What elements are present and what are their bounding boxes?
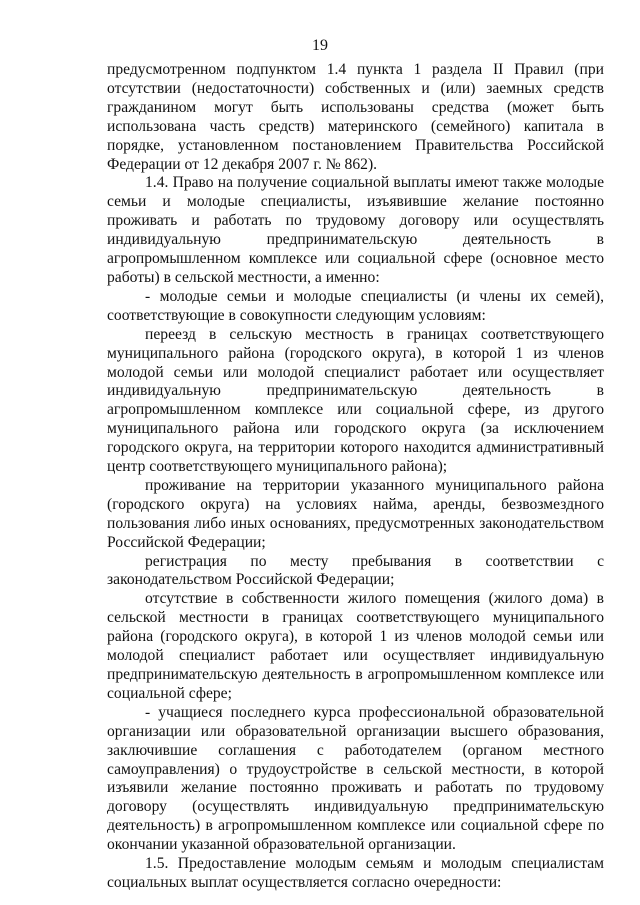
paragraph-condition-relocation: переезд в сельскую местность в границах соответствующего муниципального района (городского округа), в которой 1 из членов молодой семьи или молодой специалист работает или осуществляет индивидуальную предпринимательскую деятельность в агропромышленном комплексе или социальной сфере, из другого муниципального района или городского округа (за исключением городского округа, на территории которого находится административный центр соответствующего муниципального района);: [107, 325, 604, 476]
paragraph-condition-no-property: отсутствие в собственности жилого помещения (жилого дома) в сельской местности в границах соответствующего муниципального района (городского округа), в которой 1 из членов молодой семьи или молодой специалист работает или осуществляет индивидуальную предпринимательскую деятельность в агропромышленном комплексе или социальной сфере;: [107, 590, 604, 702]
paragraph-students-item: - учащиеся последнего курса профессиональной образовательной организации или образовательной организации высшего образования, заключившие соглашения с работодателем (органом местного самоуправления) о трудоустройстве в сельской местности, в которой изъявили желание постоянно проживать и работать по трудовому договору (осуществлять индивидуальную предпринимательскую деятельность) в агропромышленном комплексе или социальной сфере по окончании указанной образовательной организации.: [107, 703, 604, 854]
paragraph-condition-residence: проживание на территории указанного муниципального района (городского округа) на условиях найма, аренды, безвозмездного пользования либо иных основаниях, предусмотренных законодательством Российской Федерации;: [107, 476, 604, 551]
paragraph-young-families-item: - молодые семьи и молодые специалисты (и члены их семей), соответствующие в совокупности следующим условиям:: [107, 287, 604, 324]
page-number: 19: [312, 37, 328, 54]
paragraph-1-5: 1.5. Предоставление молодым семьям и молодым специалистам социальных выплат осуществляется согласно очередности:: [107, 855, 604, 891]
paragraph-continuation: предусмотренном подпунктом 1.4 пункта 1 раздела II Правил (при отсутствии (недостаточности) собственных и (или) заемных средств гражданином могут быть использованы средства (может быть использована часть средств) материнского (семейного) капитала в порядке, установленном постановлением Правительства Российской Федерации от 12 декабря 2007 г. № 862).: [107, 61, 604, 173]
document-body: [107, 61, 604, 893]
paragraph-condition-registration: регистрация по месту пребывания в соответствии с законодательством Российской Федерации;: [107, 552, 604, 589]
paragraph-1-4: 1.4. Право на получение социальной выплаты имеют также молодые семьи и молодые специалисты, изъявившие желание постоянно проживать и работать по трудовому договору или осуществлять индивидуальную предпринимательскую деятельность в агропромышленном комплексе или социальной сфере (основное место работы) в сельской местности, а именно:: [107, 174, 604, 286]
